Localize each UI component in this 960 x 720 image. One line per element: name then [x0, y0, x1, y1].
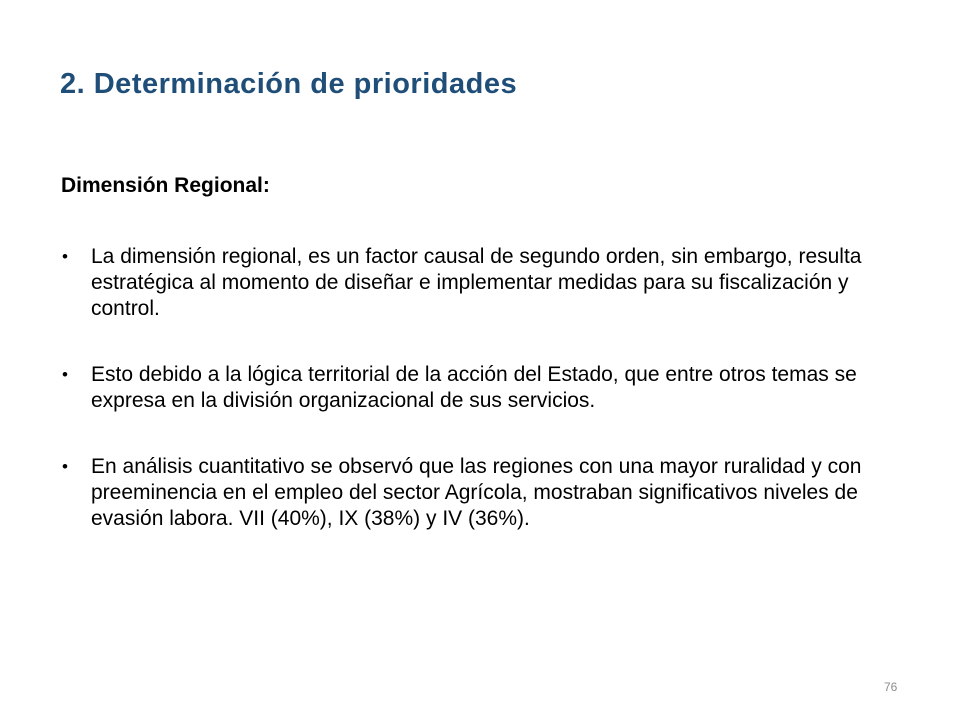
bullet-list: [61, 244, 911, 572]
bullet-text: En análisis cuantitativo se observó que las regiones con una mayor ruralidad y con preeminencia en el empleo del sector Agrícola, mostraban significativos niveles de evasión labora. VII (40%), IX (38%) y IV (36%).: [91, 455, 862, 530]
bullet-item: [61, 244, 911, 322]
bullet-marker: •: [62, 457, 68, 476]
slide-title: 2. Determinación de prioridades: [60, 68, 518, 100]
section-heading: Dimensión Regional:: [61, 174, 270, 197]
page-number: 76: [884, 680, 898, 694]
bullet-text: Esto debido a la lógica territorial de la acción del Estado, que entre otros temas se expresa en la división organizacional de sus servicios.: [91, 363, 857, 412]
bullet-marker: •: [62, 247, 68, 266]
bullet-item: [61, 454, 911, 532]
bullet-marker: •: [62, 365, 68, 384]
bullet-text: La dimensión regional, es un factor causal de segundo orden, sin embargo, resulta estratégica al momento de diseñar e implementar medidas para su fiscalización y control.: [91, 245, 862, 320]
bullet-item: [61, 362, 911, 414]
